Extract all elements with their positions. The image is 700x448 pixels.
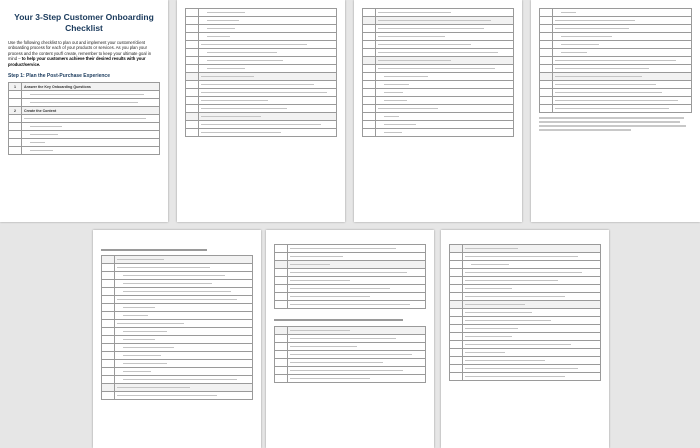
table-row: 1 Answer the Key Onboarding Questions (9, 83, 160, 91)
document-title: Your 3-Step Customer Onboarding Checklist (14, 12, 154, 33)
table-row (9, 99, 160, 107)
checklist-page-7 (441, 230, 609, 448)
checklist-table (539, 8, 692, 113)
checklist-page-4 (531, 0, 700, 222)
checklist-page-1 (0, 0, 168, 222)
checklist-table (449, 244, 601, 381)
checklist-table (274, 326, 426, 383)
checklist-table (101, 255, 253, 400)
closing-paragraph (539, 117, 692, 131)
checklist-table (274, 244, 426, 309)
checklist-page-2 (177, 0, 345, 222)
table-row (9, 123, 160, 131)
checklist-page-6 (266, 230, 434, 448)
checklist-table (8, 82, 160, 155)
table-row (9, 91, 160, 99)
table-row (9, 147, 160, 155)
table-row (9, 131, 160, 139)
intro-paragraph: Use the following checklist to plan out and implement your customer/client onboarding process for each of your products or services. As you plan your process and the content you'll create, remember to keep your ultimate goal in mind – to help your customers achieve their desired results with your product/service. (8, 40, 152, 67)
checklist-page-5 (93, 230, 261, 448)
table-row (9, 115, 160, 123)
table-row (9, 139, 160, 147)
checklist-table (185, 8, 337, 137)
checklist-table (362, 8, 514, 137)
step-1-heading: Step 1: Plan the Post-Purchase Experience (8, 73, 110, 80)
table-row: 2 Create the Content (9, 107, 160, 115)
checklist-page-3 (354, 0, 522, 222)
